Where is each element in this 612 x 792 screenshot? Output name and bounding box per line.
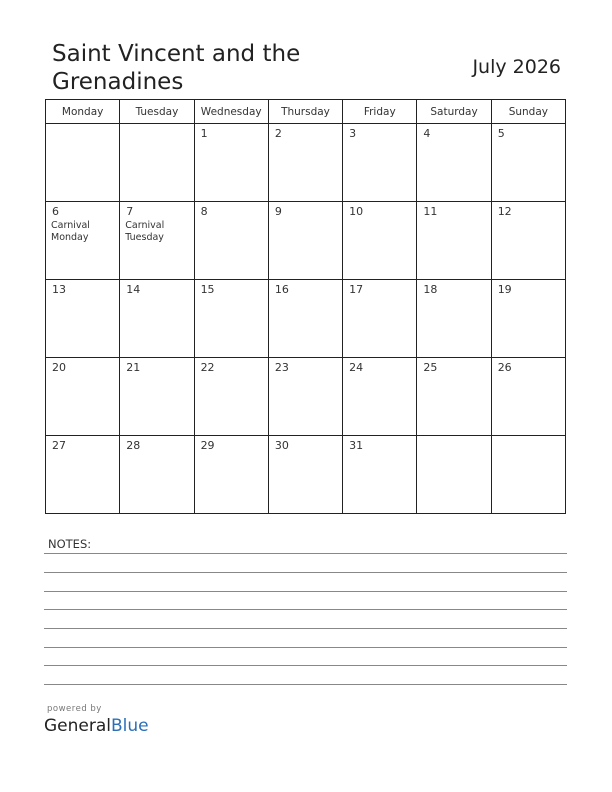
- weekday-header-tuesday: Tuesday: [120, 100, 194, 124]
- day-number: 5: [497, 127, 505, 140]
- calendar-day-cell: [120, 124, 194, 202]
- calendar-day-cell: [343, 202, 417, 280]
- day-number: 3: [349, 127, 357, 140]
- calendar-day-cell: [194, 202, 268, 280]
- calendar-body: [46, 124, 566, 514]
- day-number: 23: [274, 361, 289, 374]
- note-line: [44, 572, 567, 573]
- weekday-header-sunday: Sunday: [491, 100, 565, 124]
- day-number: 19: [497, 283, 512, 296]
- calendar-day-cell: [491, 280, 565, 358]
- holiday-label: Carnival Monday: [51, 220, 90, 243]
- day-number: 7: [126, 205, 134, 218]
- calendar-day-cell: [343, 358, 417, 436]
- calendar-day-cell: [268, 436, 342, 514]
- day-number: 14: [126, 283, 141, 296]
- calendar-day-cell: [268, 358, 342, 436]
- day-number: 11: [423, 205, 438, 218]
- day-number: 17: [349, 283, 364, 296]
- calendar-day-cell: [343, 280, 417, 358]
- day-number: 24: [349, 361, 364, 374]
- calendar-day-cell: [417, 358, 491, 436]
- note-line: [44, 591, 567, 592]
- note-line: [44, 609, 567, 610]
- calendar-week-row: [46, 280, 566, 358]
- calendar-week-row: [46, 358, 566, 436]
- day-number: 4: [423, 127, 431, 140]
- calendar-day-cell: [46, 436, 120, 514]
- weekday-header-monday: Monday: [46, 100, 120, 124]
- month-year: July 2026: [472, 56, 561, 78]
- calendar-day-cell: [491, 436, 565, 514]
- day-number: 15: [200, 283, 215, 296]
- calendar-day-cell: [343, 436, 417, 514]
- calendar-day-cell: [268, 124, 342, 202]
- calendar-day-cell: [194, 124, 268, 202]
- day-number: 12: [497, 205, 512, 218]
- calendar-day-cell: [120, 358, 194, 436]
- day-number: 13: [52, 283, 66, 296]
- calendar-day-cell: [46, 202, 120, 280]
- day-number: 18: [423, 283, 438, 296]
- weekday-header-thursday: Thursday: [268, 100, 342, 124]
- calendar-day-cell: [417, 280, 491, 358]
- brand-name-general: General: [44, 716, 111, 736]
- day-number: 28: [126, 439, 141, 452]
- day-number: 25: [423, 361, 438, 374]
- day-number: 26: [497, 361, 512, 374]
- calendar-grid: [45, 99, 566, 514]
- calendar-day-cell: [417, 436, 491, 514]
- calendar-day-cell: [194, 436, 268, 514]
- holiday-label: Carnival Tuesday: [125, 220, 165, 243]
- calendar-day-cell: [194, 358, 268, 436]
- day-number: 22: [200, 361, 215, 374]
- calendar-day-cell: [491, 124, 565, 202]
- day-number: 27: [52, 439, 66, 452]
- weekday-header-wednesday: Wednesday: [194, 100, 268, 124]
- calendar-day-cell: [46, 124, 120, 202]
- calendar-day-cell: [417, 202, 491, 280]
- calendar-day-cell: [46, 280, 120, 358]
- notes-label: NOTES:: [48, 537, 92, 551]
- calendar-day-cell: [46, 358, 120, 436]
- weekday-header-row: [46, 100, 566, 124]
- calendar-day-cell: [120, 436, 194, 514]
- note-line: [44, 553, 567, 554]
- day-number: 21: [126, 361, 141, 374]
- note-line: [44, 665, 567, 666]
- calendar-day-cell: [417, 124, 491, 202]
- calendar-day-cell: [194, 280, 268, 358]
- weekday-header-friday: Friday: [343, 100, 417, 124]
- calendar-day-cell: [491, 358, 565, 436]
- day-number: 2: [274, 127, 282, 140]
- calendar-week-row: [46, 436, 566, 514]
- day-number: 6: [52, 205, 59, 218]
- day-number: 8: [200, 205, 208, 218]
- weekday-header-saturday: Saturday: [417, 100, 491, 124]
- note-line: [44, 628, 567, 629]
- page-title: Saint Vincent and the Grenadines: [52, 41, 301, 95]
- calendar-day-cell: [120, 280, 194, 358]
- note-line: [44, 647, 567, 648]
- day-number: 31: [349, 439, 364, 452]
- calendar-day-cell: [491, 202, 565, 280]
- day-number: 29: [200, 439, 215, 452]
- brand-logo: [44, 716, 149, 736]
- calendar-day-cell: [120, 202, 194, 280]
- calendar-day-cell: [268, 280, 342, 358]
- day-number: 9: [274, 205, 282, 218]
- note-line: [44, 684, 567, 685]
- calendar-week-row: [46, 202, 566, 280]
- calendar-week-row: [46, 124, 566, 202]
- day-number: 10: [349, 205, 364, 218]
- calendar-day-cell: [268, 202, 342, 280]
- day-number: 30: [274, 439, 289, 452]
- day-number: 1: [200, 127, 208, 140]
- calendar-day-cell: [343, 124, 417, 202]
- day-number: 20: [52, 361, 66, 374]
- powered-by-text: powered by: [47, 704, 102, 714]
- brand-name-blue: Blue: [111, 716, 149, 736]
- day-number: 16: [274, 283, 289, 296]
